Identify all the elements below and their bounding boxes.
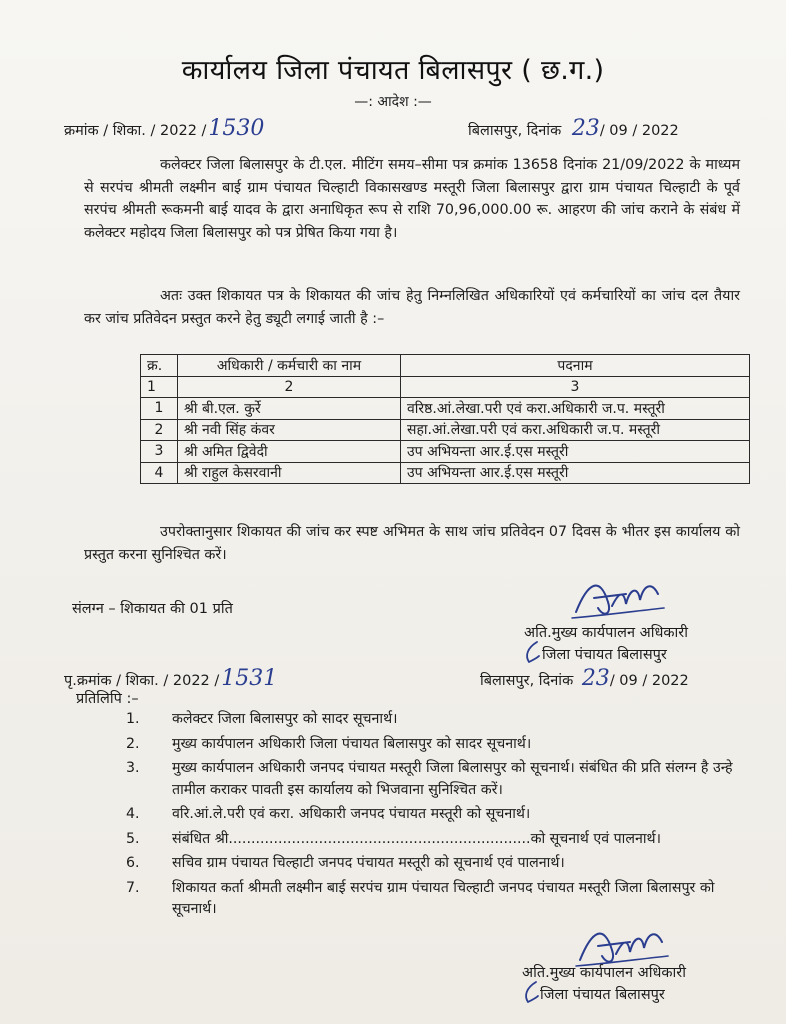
endorsement-date-month-year: / 09 / 2022 xyxy=(609,673,689,689)
copy-to-heading: प्रतिलिपि :– xyxy=(76,691,139,707)
order-date-day: 23 xyxy=(571,116,600,141)
table-cell: श्री राहुल केसरवानी xyxy=(178,462,401,484)
table-row xyxy=(141,462,750,484)
endorsement-ref-number: 1531 xyxy=(221,666,278,691)
inquiry-team-table xyxy=(140,354,750,484)
table-cell: श्री अमित द्विवेदी xyxy=(178,441,401,463)
list-item: 5. संबंधित श्री...................................................................को सूचनार्थ एवं पालनार्थ। xyxy=(126,830,661,847)
list-item: 6. सचिव ग्राम पंचायत चिल्हाटी जनपद पंचायत मस्तूरी को सूचनार्थ एवं पालनार्थ। xyxy=(126,855,565,871)
signature-2-designation: अति.मुख्य कार्यपालन अधिकारी xyxy=(522,965,686,981)
table-cell: 3 xyxy=(401,376,750,398)
list-item: 4. वरि.आं.ले.परी एवं करा. अधिकारी जनपद पंचायत मस्तूरी को सूचनार्थ। xyxy=(126,806,531,822)
endorsement-date-day: 23 xyxy=(581,666,610,691)
endorsement-date xyxy=(480,666,689,691)
table-index-row xyxy=(141,376,750,398)
order-paragraph-3: उपरोक्तानुसार शिकायत की जांच कर स्पष्ट अभिमत के साथ जांच प्रतिवेदन 07 दिवस के भीतर इस कार्यालय को प्रस्तुत करना सुनिश्चित करें। xyxy=(84,524,740,563)
table-cell: उप अभियन्ता आर.ई.एस मस्तूरी xyxy=(401,441,750,463)
pen-tick-1 xyxy=(523,640,541,664)
table-cell: उप अभियन्ता आर.ई.एस मस्तूरी xyxy=(401,462,750,484)
office-title: कार्यालय जिला पंचायत बिलासपुर ( छ.ग.) xyxy=(181,55,605,86)
table-cell: 3 xyxy=(141,441,178,463)
table-cell: सहा.आं.लेखा.परी एवं करा.अधिकारी ज.प. मस्तूरी xyxy=(401,419,750,441)
pen-tick-2 xyxy=(522,980,540,1004)
table-header-row xyxy=(141,355,750,377)
list-item: 2. मुख्य कार्यपालन अधिकारी जिला पंचायत बिलासपुर को सादर सूचनार्थ। xyxy=(126,735,532,752)
list-item: 1. कलेक्टर जिला बिलासपुर को सादर सूचनार्थ। xyxy=(126,711,398,727)
table-cell: श्री बी.एल. कुर्रे xyxy=(178,398,401,420)
order-date-month-year: / 09 / 2022 xyxy=(599,123,679,139)
order-paragraph-1: कलेक्टर जिला बिलासपुर के टी.एल. मीटिंग समय–सीमा पत्र क्रमांक 13658 दिनांक 21/09/2022 के माध्यम से सरपंच श्रीमती लक्ष्मीन बाई ग्राम पंचायत चिल्हाटी विकासखण्ड मस्तूरी जिला बिलासपुर द्वारा ग्राम पंचायत चिल्हाटी के पूर्व सरपंच श्रीमती रूकमनी बाई यादव के द्वारा अनाधिकृत रूप से राशि 70,96,000.00 रू. आहरण की जांच कराने के संबंध में कलेक्टर महोदय जिला बिलासपुर को पत्र प्रेषित किया गया है। xyxy=(84,157,740,241)
table-header-cell: क्र. xyxy=(141,355,178,377)
table-cell: 2 xyxy=(141,419,178,441)
table-cell: 4 xyxy=(141,462,178,484)
order-ref-number: 1530 xyxy=(208,116,265,141)
table-row xyxy=(141,419,750,441)
list-item: 7. शिकायत कर्ता श्रीमती लक्ष्मीन बाई सरपंच ग्राम पंचायत चिल्हाटी जनपद पंचायत मस्तूरी जिला बिलासपुर को सूचनार्थ। xyxy=(126,879,715,917)
order-date xyxy=(468,116,679,141)
table-row xyxy=(141,398,750,420)
order-heading: —: आदेश :— xyxy=(354,94,432,110)
order-ref-prefix: क्रमांक / शिका. / 2022 / xyxy=(64,123,207,139)
table-cell: 1 xyxy=(141,398,178,420)
endorsement-date-prefix: बिलासपुर, दिनांक xyxy=(480,673,574,689)
enclosure-note: संलग्न – शिकायत की 01 प्रति xyxy=(72,601,233,617)
endorsement-ref-prefix: पृ.क्रमांक / शिका. / 2022 / xyxy=(64,673,220,689)
table-cell: 2 xyxy=(178,376,401,398)
signature-scrawl-1 xyxy=(568,572,668,624)
order-paragraph-2: अतः उक्त शिकायत पत्र के शिकायत की जांच हेतु निम्नलिखित अधिकारियों एवं कर्मचारियों का जांच दल तैयार कर जांच प्रतिवेदन प्रस्तुत करने हेतु ड्यूटी लगाई जाती है :– xyxy=(84,288,740,327)
table-header-cell: पदनाम xyxy=(401,355,750,377)
signature-2-office: जिला पंचायत बिलासपुर xyxy=(540,987,665,1003)
table-header-cell: अधिकारी / कर्मचारी का नाम xyxy=(178,355,401,377)
table-cell: 1 xyxy=(141,376,178,398)
copy-to-list xyxy=(126,709,750,921)
table-cell: श्री नवी सिंह कंवर xyxy=(178,419,401,441)
order-ref xyxy=(64,116,264,141)
signature-1-designation: अति.मुख्य कार्यपालन अधिकारी xyxy=(524,625,688,641)
order-date-prefix: बिलासपुर, दिनांक xyxy=(468,123,562,139)
table-cell: वरिष्ठ.आं.लेखा.परी एवं करा.अधिकारी ज.प. मस्तूरी xyxy=(401,398,750,420)
table-row xyxy=(141,441,750,463)
signature-1-office: जिला पंचायत बिलासपुर xyxy=(542,647,667,663)
list-item: 3. मुख्य कार्यपालन अधिकारी जनपद पंचायत मस्तूरी जिला बिलासपुर को सूचनार्थ। संबंधित की प्रति संलग्न है उन्हे तामील कराकर पावती इस कार्यालय को भिजवाना सुनिश्चित करें। xyxy=(126,760,733,798)
